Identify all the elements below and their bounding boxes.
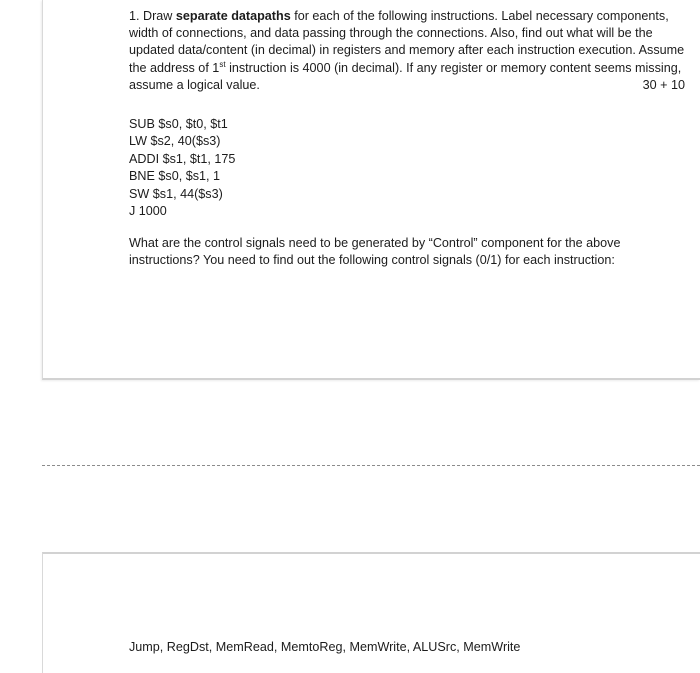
instruction-line: LW $s2, 40($s3) xyxy=(129,134,221,149)
question-paragraph xyxy=(129,8,685,94)
instruction-line: ADDI $s1, $t1, 175 xyxy=(129,151,236,166)
question-intro: Draw xyxy=(143,9,173,23)
instruction-list xyxy=(129,116,235,220)
control-signals-question xyxy=(129,235,689,269)
question-1 xyxy=(129,8,685,94)
question-text-part-1: for each of the following instructions. Label necessary components, width of connections, and data passing through the connections. Also, find out what will be the updated data/content (in decimal) in registers and memory after each instruction execution. Assume the address of 1 xyxy=(129,9,685,75)
ordinal-superscript: st xyxy=(219,59,226,69)
page-break-separator xyxy=(42,465,700,466)
question-text-part-2: instruction is 4000 (in decimal). If any register or memory content seems missing, assume a logical value. xyxy=(129,60,682,92)
question-bold-phrase: separate datapaths xyxy=(175,9,291,23)
instruction-line: BNE $s0, $s1, 1 xyxy=(129,169,221,184)
control-signals-list: Jump, RegDst, MemRead, MemtoReg, MemWrite, ALUSrc, MemWrite xyxy=(129,640,521,654)
instruction-line: SUB $s0, $t0, $t1 xyxy=(129,117,228,131)
instruction-line: SW $s1, 44($s3) xyxy=(129,186,223,201)
question-marks: 30 + 10 xyxy=(642,77,685,92)
question-number: 1. xyxy=(129,9,140,23)
instruction-line: J 1000 xyxy=(129,204,167,219)
control-question-text: What are the control signals need to be generated by “Control” component for the above instructions? You need to find out the following control signals (0/1) for each instruction: xyxy=(129,236,621,268)
